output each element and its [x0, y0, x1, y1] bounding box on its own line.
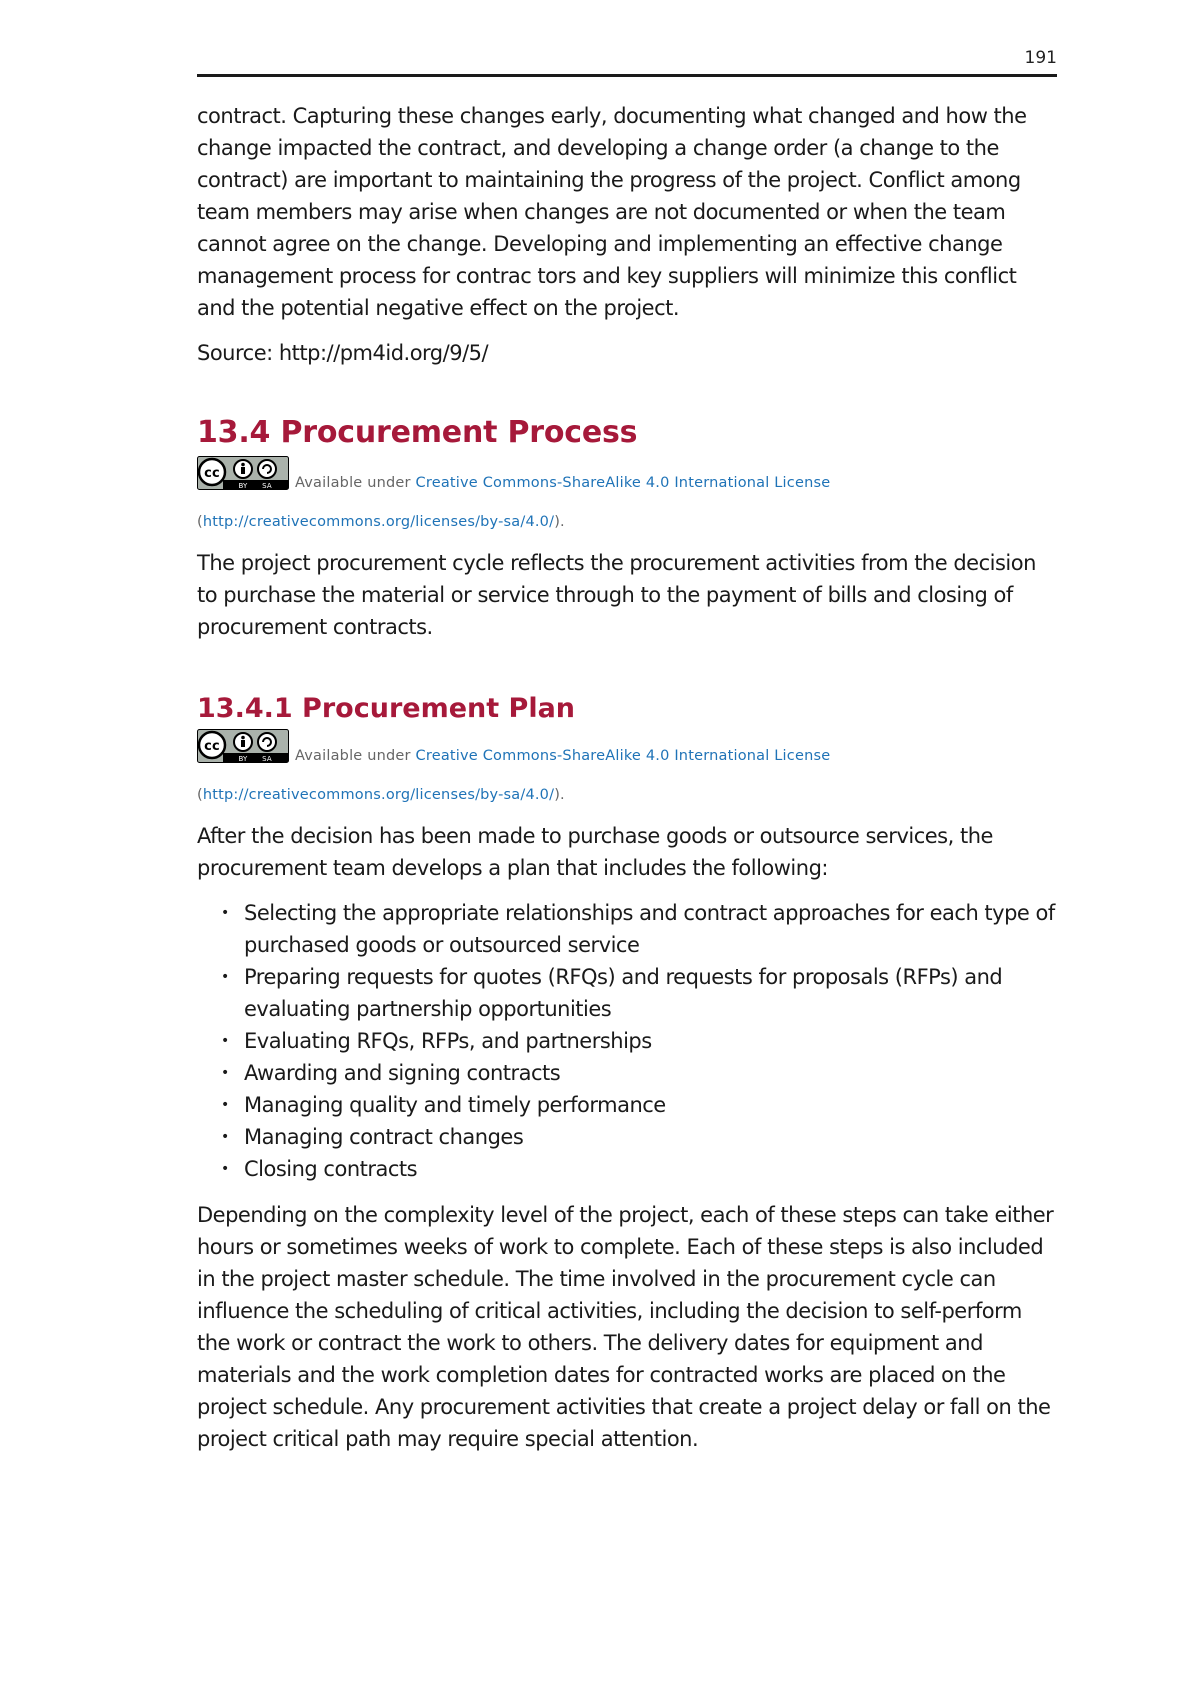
list-item — [197, 1153, 1057, 1185]
license-open-paren: ( — [197, 787, 203, 803]
header-divider — [197, 74, 1057, 77]
bullet-icon: • — [221, 1097, 229, 1113]
cc-by-sa-badge-icon — [197, 456, 289, 502]
license-url-link[interactable]: http://creativecommons.org/licenses/by-sa/4.0/ — [202, 787, 555, 803]
bullet-icon: • — [221, 969, 229, 985]
license-notice — [197, 460, 1057, 538]
list-item-text: Evaluating RFQs, RFPs, and partnerships — [244, 1029, 652, 1053]
source-line: Source: http://pm4id.org/9/5/ — [197, 341, 489, 365]
cc-badge-by-text: BY — [238, 482, 248, 490]
procurement-plan-intro-paragraph: After the decision has been made to purchase goods or outsource services, the procurement team develops a plan that includes the following: — [197, 824, 993, 880]
cc-badge-sa-text: SA — [262, 755, 272, 763]
list-item-text: Closing contracts — [244, 1157, 418, 1181]
license-notice — [197, 733, 1057, 811]
license-close-paren: ). — [554, 514, 565, 530]
page-number: 191 — [1024, 48, 1057, 68]
section-heading-procurement-plan: 13.4.1 Procurement Plan — [197, 693, 576, 724]
intro-paragraph: contract. Capturing these changes early, documenting what changed and how the change impacted the contract, and developing a change order (a change to the contract) are important to maintaining the progress of the project. Conflict among team members may arise when changes are not documented or when the team cannot agree on the change. Developing and implementing an effective change management process for contrac tors and key suppliers will minimize this conflict and the potential negative effect on the project. — [197, 104, 1027, 320]
bullet-icon: • — [221, 1161, 229, 1177]
license-link[interactable]: Creative Commons-ShareAlike 4.0 International License — [415, 475, 831, 491]
list-item — [197, 897, 1057, 961]
license-close-paren: ). — [554, 787, 565, 803]
cc-badge-by-text: BY — [238, 755, 248, 763]
bullet-icon: • — [221, 905, 229, 921]
page-content — [197, 100, 1057, 1455]
license-prefix: Available under — [295, 748, 416, 764]
cc-badge-cc-text: cc — [204, 466, 220, 481]
list-item — [197, 1121, 1057, 1153]
list-item-text: Awarding and signing contracts — [244, 1061, 561, 1085]
procurement-schedule-paragraph: Depending on the complexity level of the project, each of these steps can take either hours or sometimes weeks of work to complete. Each of these steps is also included in the project master schedule. The time involved in the procurement cycle can influence the scheduling of critical activities, including the decision to self-perform the work or contract the work to others. The delivery dates for equipment and materials and the work completion dates for contracted works are placed on the project schedule. Any procurement activities that create a project delay or fall on the project critical path may require special attention. — [197, 1203, 1054, 1451]
license-open-paren: ( — [197, 514, 203, 530]
list-item — [197, 961, 1057, 1025]
list-item — [197, 1057, 1057, 1089]
procurement-cycle-paragraph: The project procurement cycle reflects the procurement activities from the decision to purchase the material or service through to the payment of bills and closing of procurement contracts. — [197, 551, 1036, 639]
bullet-icon: • — [221, 1065, 229, 1081]
procurement-steps-list — [197, 897, 1057, 1185]
list-item-text: Selecting the appropriate relationships and contract approaches for each type of purchased goods or outsourced service — [244, 901, 1055, 957]
section-heading-procurement-process: 13.4 Procurement Process — [197, 415, 638, 450]
list-item — [197, 1025, 1057, 1057]
cc-badge-cc-text: cc — [204, 739, 220, 754]
list-item-text: Managing contract changes — [244, 1125, 524, 1149]
license-link[interactable]: Creative Commons-ShareAlike 4.0 International License — [415, 748, 831, 764]
list-item — [197, 1089, 1057, 1121]
list-item-text: Managing quality and timely performance — [244, 1093, 666, 1117]
list-item-text: Preparing requests for quotes (RFQs) and requests for proposals (RFPs) and evaluating partnership opportunities — [244, 965, 1003, 1021]
license-prefix: Available under — [295, 475, 416, 491]
cc-by-sa-badge-icon — [197, 729, 289, 775]
cc-badge-sa-text: SA — [262, 482, 272, 490]
bullet-icon: • — [221, 1129, 229, 1145]
bullet-icon: • — [221, 1033, 229, 1049]
license-url-link[interactable]: http://creativecommons.org/licenses/by-sa/4.0/ — [202, 514, 555, 530]
